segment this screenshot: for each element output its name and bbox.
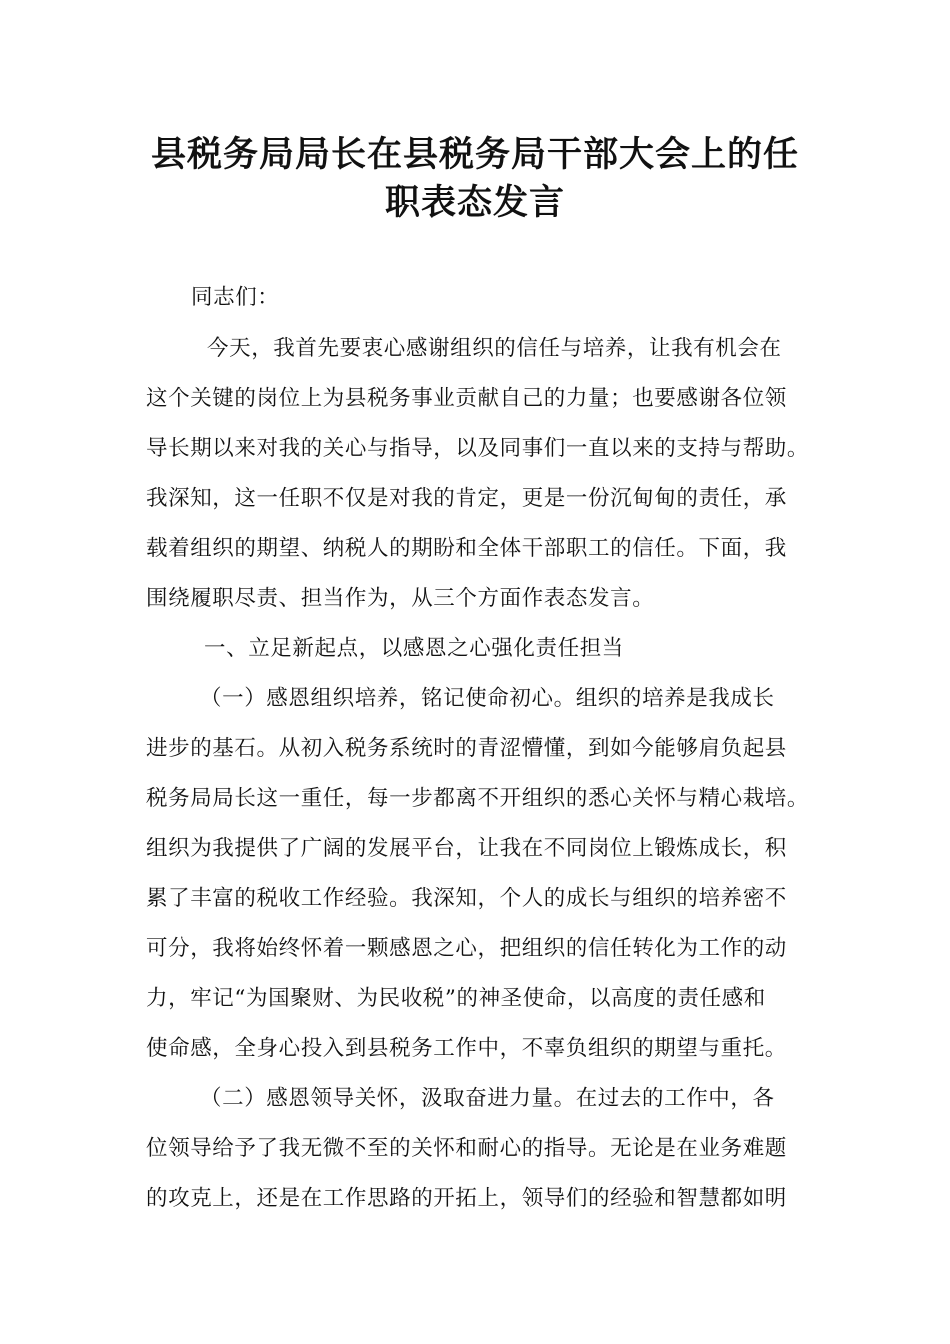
body-line: 的攻克上，还是在工作思路的开拓上，领导们的经验和智慧都如明 [146,1186,787,1211]
body-line: 今天，我首先要衷心感谢组织的信任与培养，让我有机会在 [207,336,782,361]
salutation: 同志们： [191,285,280,310]
body-line: 组织为我提供了广阔的发展平台，让我在不同岗位上锻炼成长，积 [146,836,787,861]
document-title-line-2: 职表态发言 [384,183,565,223]
body-line: 导长期以来对我的关心与指导，以及同事们一直以来的支持与帮助。 [146,436,810,461]
body-line: 力，牢记“为国聚财、为民收税”的神圣使命，以高度的责任感和 [146,986,766,1011]
body-line: （一）感恩组织培养，铭记使命初心。组织的培养是我成长 [200,686,775,711]
body-line: 我深知，这一任职不仅是对我的肯定，更是一份沉甸甸的责任，承 [146,486,787,511]
body-line: 载着组织的期望、纳税人的期盼和全体干部职工的信任。下面，我 [146,536,787,561]
body-line: 这个关键的岗位上为县税务事业贡献自己的力量；也要感谢各位领 [146,386,787,411]
body-line: 围绕履职尽责、担当作为，从三个方面作表态发言。 [146,586,655,611]
document-title-line-1: 县税务局局长在县税务局干部大会上的任 [150,135,799,175]
body-line: 位领导给予了我无微不至的关怀和耐心的指导。无论是在业务难题 [146,1136,787,1161]
body-line: （二）感恩领导关怀，汲取奋进力量。在过去的工作中，各 [200,1086,775,1111]
body-line: 税务局局长这一重任，每一步都离不开组织的悉心关怀与精心栽培。 [146,786,810,811]
body-line: 进步的基石。从初入税务系统时的青涩懵懂，到如今能够肩负起县 [146,736,787,761]
section-heading: 一、立足新起点，以感恩之心强化责任担当 [204,636,624,661]
body-line: 使命感，全身心投入到县税务工作中，不辜负组织的期望与重托。 [146,1036,787,1061]
body-line: 累了丰富的税收工作经验。我深知，个人的成长与组织的培养密不 [146,886,787,911]
body-line: 可分，我将始终怀着一颗感恩之心，把组织的信任转化为工作的动 [146,936,787,961]
